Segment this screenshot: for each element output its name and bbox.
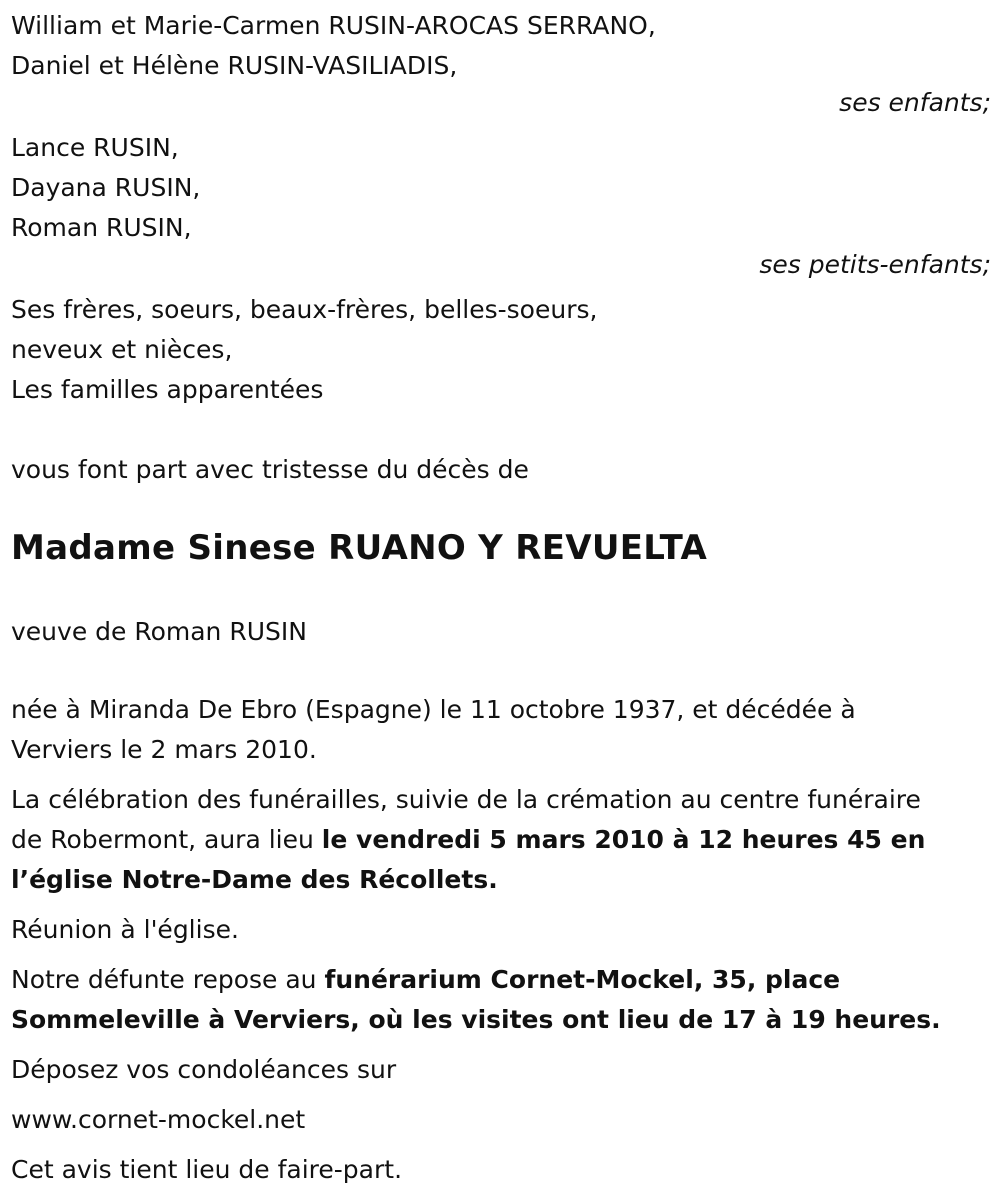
birth-death-line: Verviers le 2 mars 2010. xyxy=(11,735,317,764)
visit-line xyxy=(11,1000,991,1040)
condolences-paragraph xyxy=(11,1050,991,1090)
children-role-label: ses enfants; xyxy=(839,88,991,117)
widow-of-text: veuve de Roman RUSIN xyxy=(11,617,307,646)
deceased-name: Madame Sinese RUANO Y REVUELTA xyxy=(11,528,708,568)
family-block xyxy=(11,290,991,410)
condolences-text: Déposez vos condoléances sur xyxy=(11,1055,397,1084)
closing-paragraph xyxy=(11,1150,991,1190)
visit-line xyxy=(11,960,991,1000)
funeral-text: de Robermont, aura lieu xyxy=(11,825,322,854)
birth-death-line: née à Miranda De Ebro (Espagne) le 11 octobre 1937, et décédée à xyxy=(11,695,856,724)
obituary-notice xyxy=(11,6,991,1190)
family-line: Ses frères, soeurs, beaux-frères, belles-soeurs, xyxy=(11,295,598,324)
birth-death-paragraph xyxy=(11,690,991,770)
meeting-text: Réunion à l'église. xyxy=(11,915,239,944)
grandchild-line: Lance RUSIN, xyxy=(11,133,179,162)
grandchildren-role-label: ses petits-enfants; xyxy=(759,250,991,279)
family-line: neveux et nièces, xyxy=(11,335,233,364)
website-paragraph xyxy=(11,1100,991,1140)
child-line: Daniel et Hélène RUSIN-VASILIADIS, xyxy=(11,51,458,80)
funeral-line: La célébration des funérailles, suivie de la crémation au centre funéraire xyxy=(11,785,921,814)
funeral-location: l’église Notre-Dame des Récollets. xyxy=(11,865,498,894)
funeral-line xyxy=(11,860,991,900)
funeral-paragraph xyxy=(11,780,991,900)
child-line: William et Marie-Carmen RUSIN-AROCAS SERRANO, xyxy=(11,11,656,40)
funeral-line xyxy=(11,820,991,860)
announcement-text: vous font part avec tristesse du décès de xyxy=(11,455,529,484)
children-block xyxy=(11,6,991,120)
grandchildren-block xyxy=(11,128,991,282)
website-link[interactable]: www.cornet-mockel.net xyxy=(11,1105,306,1134)
grandchild-line: Dayana RUSIN, xyxy=(11,173,201,202)
visit-paragraph xyxy=(11,960,991,1040)
grandchild-line: Roman RUSIN, xyxy=(11,213,192,242)
visit-text: Notre défunte repose au xyxy=(11,965,325,994)
visit-hours: Sommeleville à Verviers, où les visites ont lieu de 17 à 19 heures. xyxy=(11,1005,941,1034)
family-line: Les familles apparentées xyxy=(11,375,324,404)
meeting-paragraph xyxy=(11,910,991,950)
closing-text: Cet avis tient lieu de faire-part. xyxy=(11,1155,403,1184)
funeral-date-time: le vendredi 5 mars 2010 à 12 heures 45 en xyxy=(321,825,926,854)
funerarium-address: funérarium Cornet-Mockel, 35, place xyxy=(324,965,841,994)
